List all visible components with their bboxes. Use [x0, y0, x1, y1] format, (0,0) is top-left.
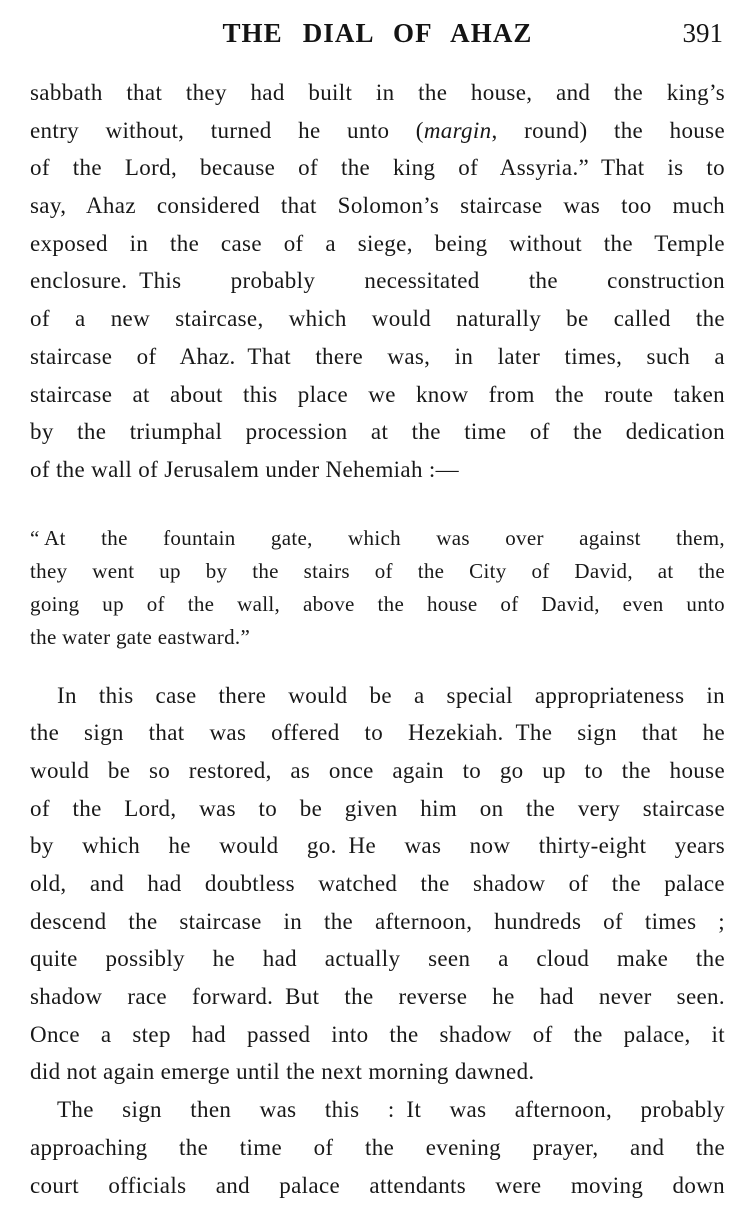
text-segment: by which he would go. He was now thirty-eight years: [30, 833, 725, 859]
text-line: [30, 149, 725, 187]
text-segment: “ At the fountain gate, which was over against them,: [30, 525, 725, 550]
text-segment: by the triumphal procession at the time of the dedication: [30, 419, 725, 445]
text-segment: The sign then was this : It was afternoon, probably: [57, 1097, 725, 1123]
text-line: [30, 187, 725, 225]
text-segment: enclosure. This probably necessitated the construction: [30, 268, 725, 294]
text-segment: , round) the house: [491, 117, 726, 143]
text-line: [30, 677, 725, 715]
text-segment: would be so restored, as once again to go up to the house: [30, 757, 725, 783]
text-line: [30, 262, 725, 300]
text-line: [30, 522, 725, 555]
blockquote: [30, 522, 725, 654]
text-line: [30, 903, 725, 941]
text-line: [30, 714, 725, 752]
text-line: [30, 112, 725, 150]
text-line: [30, 300, 725, 338]
text-line: [30, 1091, 725, 1129]
text-segment: exposed in the case of a siege, being without the Temple: [30, 230, 725, 256]
text-segment: of a new staircase, which would naturally be called the: [30, 306, 725, 332]
text-segment: they went up by the stairs of the City of David, at the: [30, 558, 725, 583]
text-segment: court officials and palace attendants were moving down: [30, 1172, 725, 1198]
paragraph: [30, 1091, 725, 1204]
text-segment: quite possibly he had actually seen a cloud make the: [30, 946, 725, 972]
page-number: 391: [682, 18, 723, 48]
text-line: [30, 376, 725, 414]
text-line: [30, 865, 725, 903]
text-line: [30, 978, 725, 1016]
text-line: [30, 451, 725, 489]
page-header: [30, 18, 725, 52]
text-segment: the sign that was offered to Hezekiah. The sign that he: [30, 720, 725, 746]
text-segment: sabbath that they had built in the house, and the king’s: [30, 80, 725, 105]
text-segment: descend the staircase in the afternoon, hundreds of times ;: [30, 908, 725, 934]
text-segment: shadow race forward. But the reverse he had never seen.: [30, 984, 725, 1010]
text-line: [30, 1016, 725, 1054]
text-segment: staircase at about this place we know from the route taken: [30, 381, 725, 407]
text-line: [30, 588, 725, 621]
text-segment: of the wall of Jerusalem under Nehemiah :—: [30, 456, 459, 482]
paragraph: [30, 74, 725, 489]
text-segment: going up of the wall, above the house of David, even unto: [30, 591, 725, 616]
text-line: [30, 338, 725, 376]
text-line: [30, 621, 725, 654]
text-line: [30, 1053, 725, 1091]
text-segment: approaching the time of the evening prayer, and the: [30, 1134, 725, 1160]
text-line: [30, 827, 725, 865]
text-line: [30, 74, 725, 112]
text-line: [30, 413, 725, 451]
text-line: [30, 555, 725, 588]
text-line: [30, 752, 725, 790]
text-segment: old, and had doubtless watched the shadow of the palace: [30, 871, 725, 896]
text-segment: did not again emerge until the next morning dawned.: [30, 1059, 535, 1085]
text-line: [30, 1167, 725, 1205]
text-segment: of the Lord, because of the king of Assyria.” That is to: [30, 155, 725, 181]
running-title: THE DIAL OF AHAZ: [222, 18, 533, 48]
text-segment: the water gate eastward.”: [30, 624, 251, 649]
paragraph: [30, 677, 725, 1092]
text-line: [30, 225, 725, 263]
text-block: [30, 74, 725, 1204]
text-segment: entry without, turned he unto (: [30, 117, 424, 143]
text-line: [30, 940, 725, 978]
text-segment: say, Ahaz considered that Solomon’s staircase was too much: [30, 193, 725, 219]
text-line: [30, 1129, 725, 1167]
text-segment: of the Lord, was to be given him on the very staircase: [30, 795, 725, 821]
text-segment: staircase of Ahaz. That there was, in later times, such a: [30, 343, 725, 369]
italic-text: margin: [423, 117, 492, 143]
text-line: [30, 790, 725, 828]
text-segment: Once a step had passed into the shadow of the palace, it: [30, 1021, 725, 1047]
text-segment: In this case there would be a special appropriateness in: [57, 682, 725, 708]
